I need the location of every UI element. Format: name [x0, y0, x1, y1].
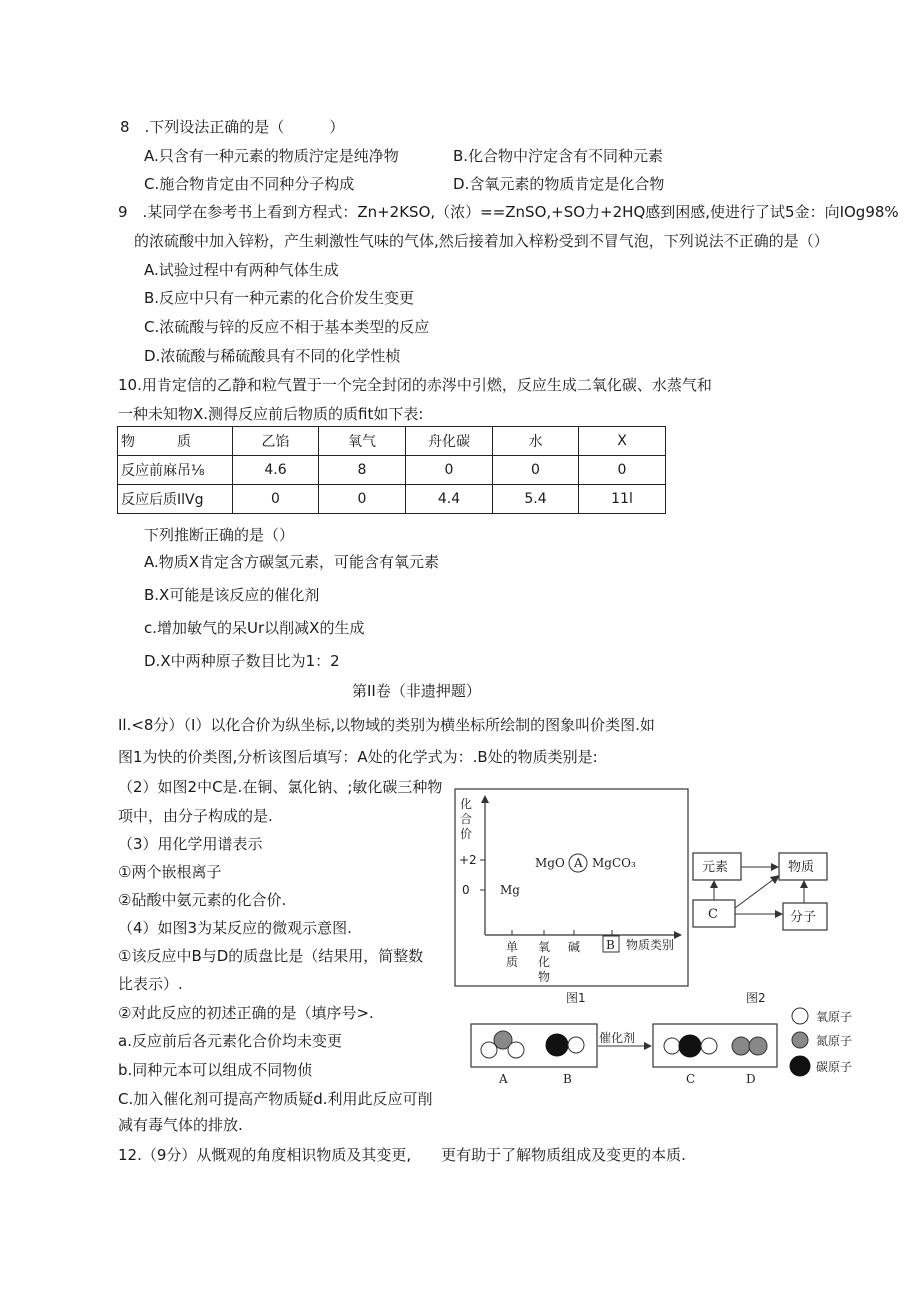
molecule-label: D: [746, 1072, 756, 1086]
mg-label: Mg: [500, 883, 520, 897]
q11-line8: （4）如图3为某反应的微观示意图.: [118, 919, 352, 937]
q8-option-c: C.施合物肯定由不同种分子构成: [144, 175, 355, 193]
point-b-label: B: [606, 938, 615, 952]
table-cell: 反应后质IlVg: [118, 485, 233, 514]
q12-line1: 12.（9分）从慨观的角度相识物质及其变更, 更有助于了解物质组成及变更的本质.: [118, 1146, 686, 1164]
x-cat-char: 氧: [538, 940, 551, 954]
box-fenzi-label: 分子: [790, 910, 817, 925]
oxygen-atom-icon: [508, 1042, 524, 1058]
q8-option-b: B.化合物中泞定含有不同种元素: [453, 147, 664, 165]
mgo-label: MgO: [535, 856, 565, 870]
x-cat-char: 碱: [568, 940, 581, 954]
table-cell: 0: [493, 456, 579, 485]
x-axis-label: 物质类别: [626, 938, 675, 952]
arrow-head-icon: [771, 863, 779, 871]
q9-option-a: A.试验过程中有两种气体生成: [144, 261, 339, 279]
q8-option-d: D.含氧元素的物质肯定是化合物: [453, 175, 665, 193]
q11-line15: 减有毒气体的排放.: [118, 1116, 243, 1134]
box-wuzhi-label: 物质: [788, 860, 815, 875]
q11-line10: 比表示）.: [118, 975, 183, 993]
table-cell: 0: [319, 485, 406, 514]
q10-option-d: D.X中两种原子数目比为1：2: [144, 652, 340, 670]
q11-line4: 项中，由分子构成的是.: [118, 807, 273, 825]
point-a-label: A: [574, 856, 583, 870]
table-cell: 0: [233, 485, 319, 514]
table-cell: 0: [579, 456, 666, 485]
q8-stem: 8 .下列设法正确的是（ ）: [120, 118, 345, 136]
q11-line6: ①两个嵌根离子: [118, 863, 222, 881]
table-header-cell: 水: [493, 427, 579, 456]
q9-option-d: D.浓硫酸与稀硫酸具有不同的化学性桢: [144, 347, 401, 365]
q11-line5: （3）用化学用谱表示: [118, 835, 263, 853]
q10-stem-line2: 一种未知物X.测得反应前后物质的质fit如下表:: [118, 405, 424, 423]
y-axis-arrow-icon: [481, 795, 489, 803]
oxygen-atom-icon: [664, 1038, 680, 1054]
box-c-label: C: [708, 907, 718, 922]
figure-2: [693, 853, 827, 1005]
oxygen-atom-icon: [568, 1037, 584, 1053]
table-cell: 4.4: [406, 485, 493, 514]
q10-option-b: B.X可能是该反应的催化剂: [144, 586, 320, 604]
catalyst-label: 催化剂: [599, 1031, 636, 1045]
legend-carbon-label: 碳原子: [816, 1060, 853, 1074]
table-cell: 8: [319, 456, 406, 485]
q10-ask: 下列推断正确的是（）: [144, 526, 295, 544]
q9-option-b: B.反应中只有一种元素的化合价发生变更: [144, 289, 415, 307]
figure-1: [455, 789, 688, 1005]
table-cell: 反应前麻吊⅛: [118, 456, 233, 485]
nitrogen-atom-icon: [749, 1037, 767, 1055]
q11-line7: ②砧酸中氨元素的化合价.: [118, 891, 287, 909]
table-cell: 5.4: [493, 485, 579, 514]
q11-line9: ①该反应中B与D的质盘比是（结果用，简整数: [118, 947, 424, 965]
q11-line14: C.加入催化剂可提高产物质疑d.利用此反应可削: [118, 1090, 433, 1108]
q11-line11: ②对此反应的初述正确的是（填序号>.: [118, 1004, 374, 1022]
y-label-char: 化: [460, 797, 473, 811]
legend-nitrogen-icon: [792, 1032, 808, 1048]
q10-stem-line1: 10.用肯定信的乙静和粒气置于一个完全封闭的赤涔中引燃，反应生成二氧化碳、水蒸气和: [118, 376, 712, 394]
table-header-cell: 物 质: [118, 427, 233, 456]
oxygen-atom-icon: [701, 1038, 717, 1054]
carbon-atom-icon: [679, 1035, 701, 1057]
table-cell: 0: [406, 456, 493, 485]
q11-line1: Il.<8分）（I）以化合价为纵坐标,以物域的类别为横坐标所绘制的图象叫价类图.如: [118, 716, 655, 734]
carbon-atom-icon: [546, 1034, 568, 1056]
arrow-head-icon: [710, 880, 718, 888]
q9-stem-line2: 的浓硫酸中加入锌粉，产生刺激性气味的气体,然后接着加入梓粉受到不冒气泡，下列说法不正确的是（）: [134, 232, 829, 250]
arrow-head-icon: [800, 880, 808, 888]
table-header-cell: 舟化碳: [406, 427, 493, 456]
q10-option-c: c.增加敏气的呆Ur以削减X的生成: [144, 619, 365, 637]
q9-stem-line1: 9 .某同学在参考书上看到方程式：Zn+2KSO,（浓）==ZnSO,+SO力+2HQ感到困感,使进行了试5金：向IOg98%: [118, 203, 899, 221]
q11-line12: a.反应前后各元素化合价均未变更: [118, 1032, 342, 1050]
legend-carbon-icon: [790, 1056, 810, 1076]
oxygen-atom-icon: [481, 1042, 497, 1058]
x-cat-char: 物: [538, 970, 551, 984]
legend-oxygen-label: 氧原子: [816, 1010, 853, 1024]
q8-option-a: A.只含有一种元素的物质泞定是纯净物: [144, 147, 399, 165]
x-cat-char: 质: [506, 955, 519, 969]
molecule-label: A: [499, 1072, 508, 1086]
legend-nitrogen-label: 氮原子: [816, 1034, 853, 1048]
figure-3: [471, 1008, 852, 1086]
table-header-cell: X: [579, 427, 666, 456]
y-label-char: 价: [460, 827, 473, 841]
section-title: 第II卷（非遗押题）: [352, 682, 481, 700]
arrow-c-wuzhi: [735, 879, 774, 908]
table-cell: 11l: [579, 485, 666, 514]
figure-1-frame: [455, 789, 688, 986]
table-cell: 4.6: [233, 456, 319, 485]
nitrogen-atom-icon: [732, 1037, 750, 1055]
legend-oxygen-icon: [792, 1008, 808, 1024]
x-cat-char: 单: [506, 940, 519, 954]
molecule-label: B: [563, 1072, 572, 1086]
table-header-cell: 氧气: [319, 427, 406, 456]
box-yuansu-label: 元素: [702, 860, 729, 875]
arrow-head-icon: [644, 1042, 652, 1050]
y-label-char: 合: [460, 812, 473, 826]
q10-option-a: A.物质X肯定含方碳氢元素，可能含有氧元素: [144, 553, 440, 571]
q9-option-c: C.浓硫酸与锌的反应不相于基本类型的反应: [144, 318, 430, 336]
table-header-cell: 乙馅: [233, 427, 319, 456]
q11-line3: （2）如图2中C是.在铜、氯化钠、;敏化碳三种物: [118, 778, 443, 796]
arrow-head-icon: [775, 910, 783, 918]
molecule-label: C: [686, 1072, 696, 1086]
figure-2-caption: 图2: [746, 991, 766, 1005]
figure-1-caption: 图1: [566, 991, 586, 1005]
q11-line13: b.同种元本可以组成不同物侦: [118, 1061, 313, 1079]
x-cat-char: 化: [538, 955, 551, 969]
mgco3-label: MgCO₃: [592, 856, 636, 870]
y-tick-label: 0: [462, 883, 470, 897]
q11-line2: 图1为快的价类图,分析该图后填写：A处的化学式为：.B处的物质类别是:: [118, 748, 598, 766]
x-axis-arrow-icon: [674, 931, 682, 939]
y-tick-label: +2: [459, 853, 477, 867]
